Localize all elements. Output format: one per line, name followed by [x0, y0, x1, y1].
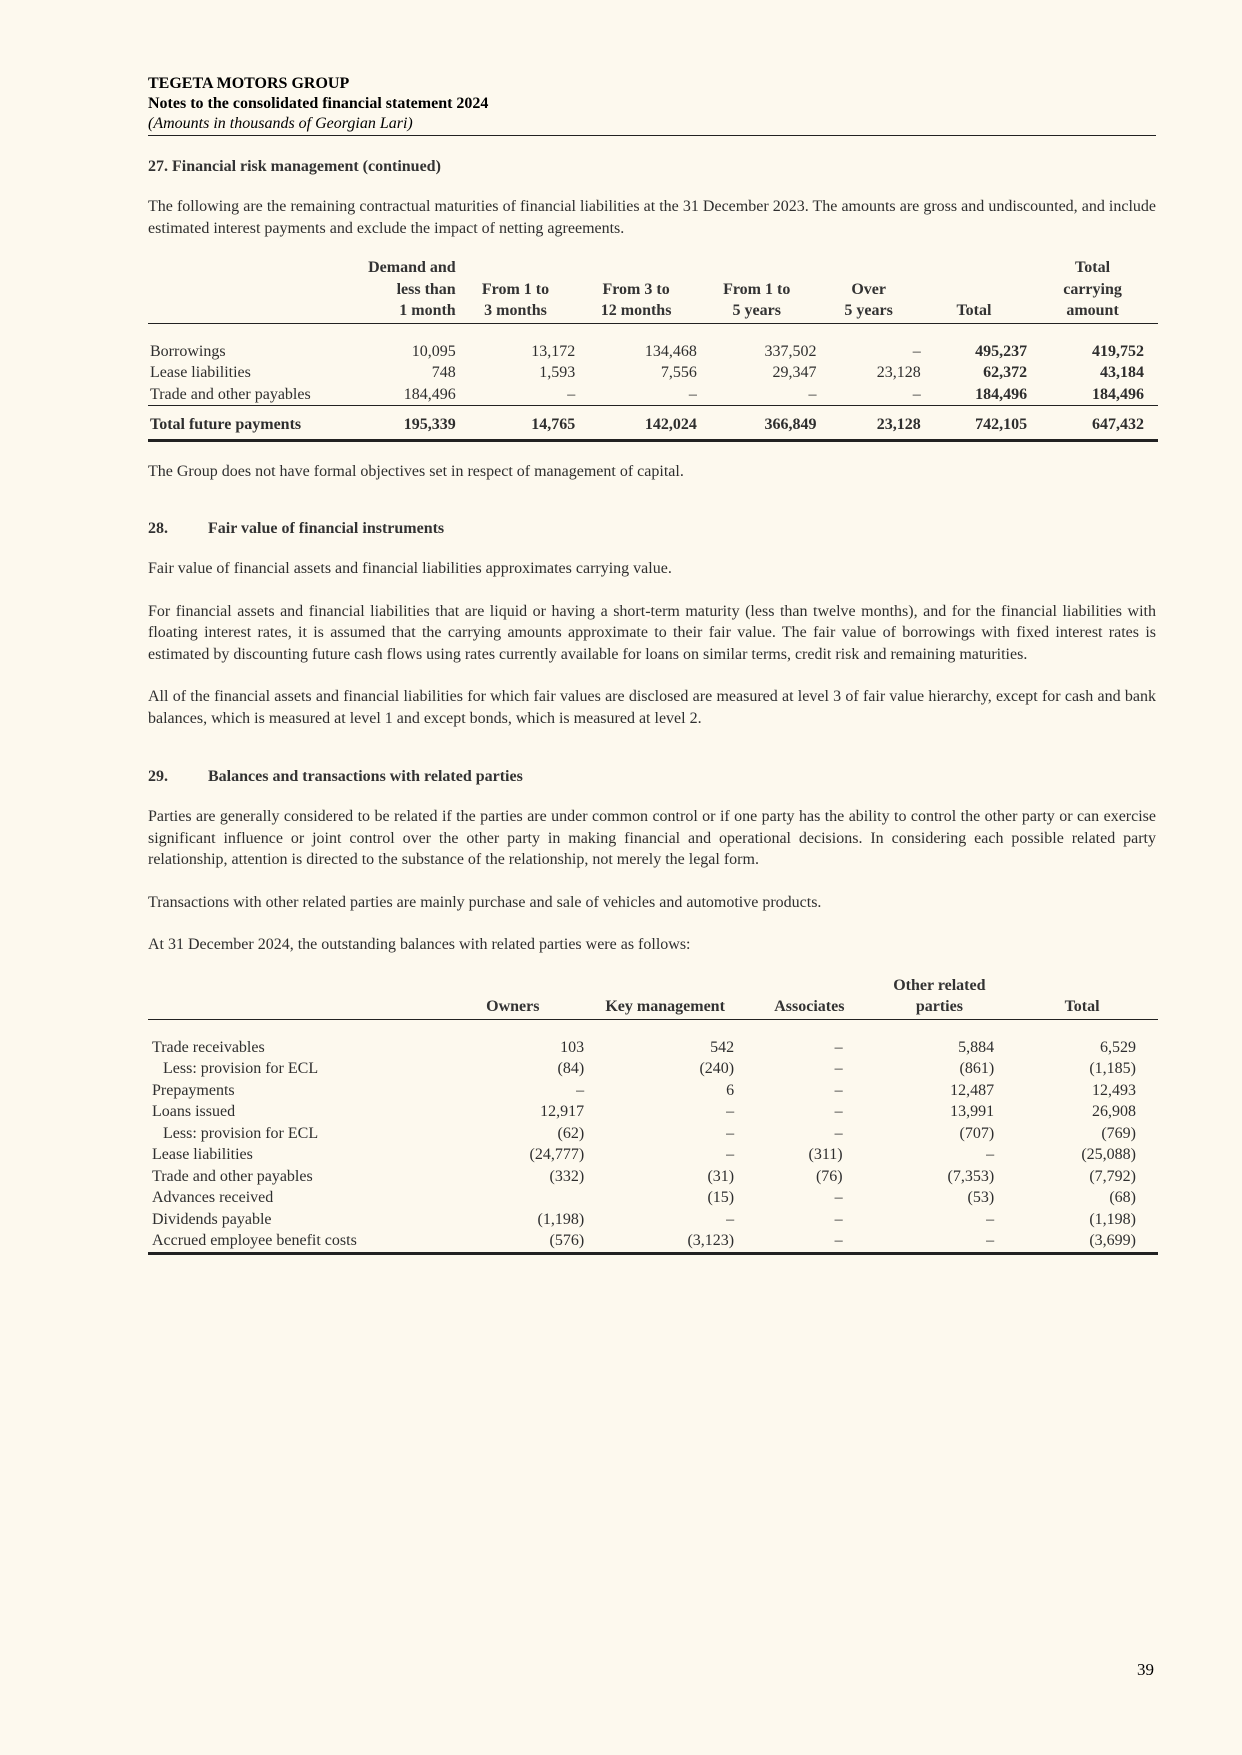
section-29-paragraph-3: At 31 December 2024, the outstanding balances with related parties were as follows:	[148, 936, 691, 953]
cell-value: –	[912, 342, 921, 360]
column-header	[697, 257, 817, 279]
section-28-number: 28.	[148, 520, 168, 537]
section-28-paragraph-2: For financial assets and financial liabilities that are liquid or having a short-term maturity (less than twelve months), and for the financial liabilities with floating interest rates, it is assumed that the carrying amounts approximate to their fair value. The fair value of borrowings with fixed interest rates is estimated by discounting future cash flows using rates currently available for loans on similar terms, credit risk and remaining maturities.	[148, 602, 1156, 663]
table-row	[148, 341, 1158, 363]
table-row	[148, 1166, 1158, 1188]
cell-value: 12,917	[540, 1103, 585, 1120]
cell-value: 419,752	[1092, 342, 1144, 360]
cell-value: –	[726, 1124, 735, 1142]
table-row	[148, 1058, 1158, 1080]
cell-value: (1,185)	[1089, 1060, 1136, 1077]
cell-value: –	[986, 1210, 995, 1228]
header-blank	[148, 279, 366, 301]
cell-value: 184,496	[366, 384, 456, 406]
cell-value: 12,493	[1092, 1081, 1136, 1099]
column-header	[746, 975, 873, 997]
column-header	[584, 975, 746, 997]
total-value: 195,339	[366, 406, 456, 441]
section-29-number: 29.	[148, 768, 168, 785]
total-value: 742,105	[921, 406, 1027, 441]
cell-value: 184,496	[1027, 384, 1158, 406]
cell-value: (53)	[967, 1189, 995, 1206]
cell-value: –	[986, 1146, 995, 1163]
section-29-title	[148, 767, 1156, 787]
cell-value: 23,128	[876, 364, 921, 381]
table-row	[148, 1037, 1158, 1059]
cell-value: –	[834, 1081, 843, 1099]
cell-value: 10,095	[411, 342, 456, 360]
page-number: 39	[1137, 1660, 1154, 1679]
column-header	[456, 257, 576, 279]
table-row	[148, 362, 1158, 384]
column-header: 5 years	[817, 300, 921, 323]
table-row	[148, 384, 1158, 406]
cell-value: –	[726, 1146, 735, 1163]
maturities-table	[148, 257, 1158, 442]
row-label: Lease liabilities	[152, 1146, 253, 1163]
row-label: Accrued employee benefit costs	[148, 1230, 441, 1253]
cell-value	[441, 1187, 584, 1209]
cell-value: (76)	[815, 1167, 843, 1185]
header-blank	[148, 996, 441, 1019]
cell-value: 13,991	[950, 1103, 995, 1120]
cell-value: –	[834, 1189, 843, 1206]
column-header: From 1 to	[481, 280, 550, 298]
column-header: amount	[1027, 300, 1158, 323]
column-header: Over	[851, 280, 886, 298]
column-header: Total	[921, 300, 1027, 323]
section-28-paragraph-3: All of the financial assets and financial liabilities for which fair values are disclosed are measured at level 3 of fair value hierarchy, except for cash and bank balances, which is measured at level 1 and except bonds, which is measured at level 2.	[148, 688, 1156, 727]
cell-value: 542	[710, 1038, 735, 1056]
cell-value: 5,884	[958, 1038, 995, 1056]
cell-value: (7,792)	[1089, 1167, 1136, 1185]
cell-value: –	[746, 1230, 873, 1253]
table-row	[148, 1101, 1158, 1123]
column-header	[817, 257, 921, 279]
cell-value: (1,198)	[1089, 1210, 1136, 1228]
related-parties-table	[148, 975, 1158, 1255]
cell-value: (3,123)	[584, 1230, 746, 1253]
cell-value: 29,347	[772, 364, 817, 381]
cell-value: –	[834, 1210, 843, 1228]
column-header: Total	[1006, 996, 1158, 1019]
column-header: Key management	[584, 996, 746, 1019]
total-value: 647,432	[1027, 406, 1158, 441]
cell-value: –	[817, 384, 921, 406]
cell-value: 103	[560, 1038, 585, 1056]
cell-value: –	[575, 384, 697, 406]
capital-note: The Group does not have formal objectives set in respect of management of capital.	[148, 462, 684, 480]
cell-value: –	[726, 1103, 735, 1120]
header-blank	[148, 300, 366, 323]
document-subtitle: Notes to the consolidated financial statement 2024	[148, 95, 489, 112]
related-header-row	[148, 996, 1158, 1019]
units-note: (Amounts in thousands of Georgian Lari)	[148, 115, 413, 132]
cell-value: 1,593	[539, 364, 576, 381]
column-header: 5 years	[697, 300, 817, 323]
related-header-row	[148, 975, 1158, 997]
table-row	[148, 1080, 1158, 1102]
column-header: Demand and	[368, 259, 456, 276]
cell-value: (24,777)	[529, 1146, 585, 1163]
column-header: From 1 to	[723, 280, 791, 298]
row-label: Trade receivables	[152, 1038, 265, 1056]
total-value: 142,024	[575, 406, 697, 441]
row-label: Loans issued	[152, 1103, 236, 1120]
row-label: Prepayments	[152, 1081, 235, 1099]
column-header: Owners	[441, 996, 584, 1019]
section-27-intro: The following are the remaining contractual maturities of financial liabilities at the 31 December 2023. The amounts are gross and undiscounted, and include estimated interest payments and exclude the impact of netting agreements.	[148, 198, 1156, 237]
column-header: 1 month	[366, 300, 456, 323]
table-row	[148, 1144, 1158, 1166]
maturities-header-row	[148, 300, 1158, 323]
cell-value: (240)	[699, 1060, 735, 1077]
company-name: TEGETA MOTORS GROUP	[148, 75, 350, 92]
cell-value: –	[834, 1103, 843, 1120]
header-blank	[148, 975, 441, 997]
section-28-paragraph-1: Fair value of financial assets and financial liabilities approximates carrying value.	[148, 560, 672, 577]
page-header	[148, 74, 1156, 136]
row-label: Borrowings	[150, 342, 226, 360]
section-29-paragraph-2: Transactions with other related parties are mainly purchase and sale of vehicles and automotive products.	[148, 893, 822, 911]
total-value: 23,128	[817, 406, 921, 441]
cell-value: –	[576, 1081, 585, 1099]
column-header: carrying	[1063, 280, 1122, 298]
column-header: Total	[1075, 259, 1111, 276]
document-page	[148, 74, 1156, 1255]
cell-value: (3,699)	[1006, 1230, 1158, 1253]
row-label: Trade and other payables	[148, 384, 366, 406]
column-header: From 3 to	[602, 280, 670, 298]
cell-value: 12,487	[950, 1081, 995, 1099]
column-header	[575, 257, 697, 279]
section-27-title: 27. Financial risk management (continued)	[148, 158, 441, 175]
cell-value: (84)	[557, 1060, 585, 1077]
cell-value: (62)	[557, 1124, 585, 1142]
cell-value: (31)	[707, 1167, 735, 1185]
cell-value: (25,088)	[1081, 1146, 1136, 1163]
cell-value: –	[834, 1038, 843, 1056]
row-label: Trade and other payables	[152, 1167, 313, 1185]
section-28-heading: Fair value of financial instruments	[208, 520, 445, 537]
cell-value: 6	[726, 1081, 735, 1099]
cell-value: 748	[431, 364, 456, 381]
total-row	[148, 406, 1158, 441]
row-label: Dividends payable	[152, 1210, 272, 1228]
column-header: 3 months	[456, 300, 576, 323]
cell-value: (861)	[959, 1060, 995, 1077]
cell-value: 26,908	[1092, 1103, 1136, 1120]
row-label: Advances received	[152, 1189, 274, 1206]
column-header	[1006, 975, 1158, 997]
cell-value: 43,184	[1100, 364, 1144, 381]
table-row	[148, 1209, 1158, 1231]
column-header: less than	[396, 280, 456, 298]
cell-value: 62,372	[983, 364, 1028, 381]
row-label: Less: provision for ECL	[163, 1060, 319, 1077]
table-row	[148, 1123, 1158, 1145]
column-header	[921, 279, 1027, 301]
row-label: Lease liabilities	[150, 364, 251, 381]
cell-value: –	[726, 1210, 735, 1228]
cell-value: –	[834, 1060, 843, 1077]
cell-value: (68)	[1109, 1189, 1136, 1206]
total-label: Total future payments	[148, 406, 366, 441]
cell-value: 184,496	[921, 384, 1027, 406]
table-row	[148, 1187, 1158, 1209]
header-blank	[148, 257, 366, 279]
column-header	[441, 975, 584, 997]
row-label: Less: provision for ECL	[163, 1124, 319, 1142]
cell-value: 7,556	[660, 364, 697, 381]
cell-value: (311)	[808, 1146, 843, 1163]
cell-value: (332)	[549, 1167, 585, 1185]
column-header: parties	[873, 996, 1007, 1019]
maturities-header-row	[148, 279, 1158, 301]
cell-value: –	[834, 1124, 843, 1142]
cell-value: –	[456, 384, 576, 406]
cell-value: 13,172	[531, 342, 576, 360]
table-row	[148, 1230, 1158, 1253]
cell-value: (576)	[441, 1230, 584, 1253]
cell-value: (1,198)	[537, 1210, 585, 1228]
cell-value: (707)	[959, 1124, 995, 1142]
total-value: 14,765	[456, 406, 576, 441]
column-header	[921, 257, 1027, 279]
section-29-heading: Balances and transactions with related parties	[208, 768, 523, 785]
cell-value: –	[873, 1230, 1007, 1253]
cell-value: 6,529	[1100, 1038, 1136, 1056]
cell-value: (769)	[1101, 1124, 1136, 1142]
maturities-header-row	[148, 257, 1158, 279]
cell-value: 134,468	[644, 342, 697, 360]
section-28-title	[148, 519, 1156, 539]
total-value: 366,849	[697, 406, 817, 441]
cell-value: –	[697, 384, 817, 406]
cell-value: (7,353)	[947, 1167, 995, 1185]
section-29-paragraph-1: Parties are generally considered to be related if the parties are under common control or if one party has the ability to control the other party or can exercise significant influence or joint control over the other party in making financial and operational decisions. In considering each possible related party relationship, attention is directed to the substance of the relationship, not merely the legal form.	[148, 808, 1156, 868]
column-header: Associates	[746, 996, 873, 1019]
cell-value: 337,502	[764, 342, 817, 360]
column-header: 12 months	[575, 300, 697, 323]
column-header: Other related	[893, 976, 986, 994]
cell-value: (15)	[707, 1189, 735, 1206]
cell-value: 495,237	[975, 342, 1028, 360]
